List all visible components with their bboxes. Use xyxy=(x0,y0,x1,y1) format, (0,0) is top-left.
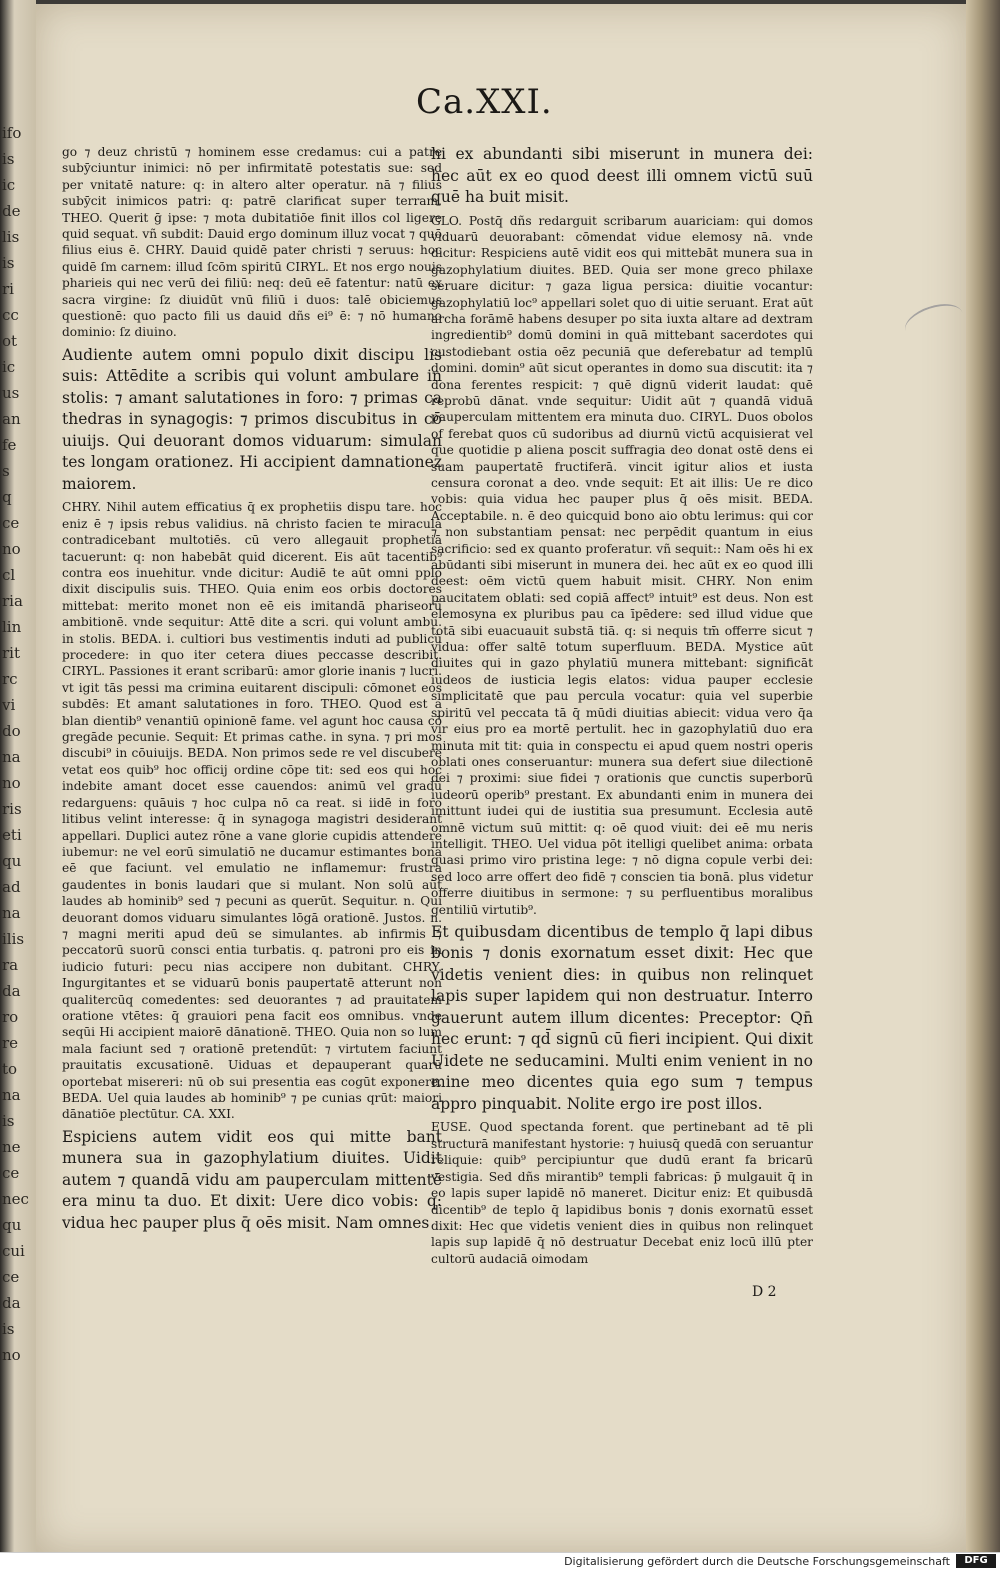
book-page xyxy=(36,4,966,1552)
right-text-column xyxy=(431,144,813,1271)
book-right-edge xyxy=(966,0,1000,1552)
left-edge-fragment: qu xyxy=(2,852,22,870)
left-edge-fragment: no xyxy=(2,774,21,792)
left-edge-fragment: ce xyxy=(2,1268,20,1286)
dfg-logo: DFG xyxy=(956,1554,996,1568)
left-edge-fragment: fe xyxy=(2,436,17,454)
left-edge-fragment: do xyxy=(2,722,21,740)
left-edge-fragment: ria xyxy=(2,592,23,610)
footer-bar xyxy=(0,1552,1000,1570)
left-edge-fragment: to xyxy=(2,1060,18,1078)
left-edge-fragment: re xyxy=(2,1034,19,1052)
left-edge-fragment: eti xyxy=(2,826,22,844)
left-edge-fragment: q xyxy=(2,488,12,506)
left-edge-fragment: ris xyxy=(2,800,22,818)
left-edge-fragment: ri xyxy=(2,280,14,298)
scripture-paragraph: Et quibusdam dicentibus de templo q̄ lapi dibus bonis ⁊ donis exornatum esset dixit: Hec que videtis venient dies: in quibus non relinquet lapis super lapidem qui non destruatur. Interro gauerunt autem illum dicentes: Preceptor: Qn̄ hec erunt: ⁊ qd̄ signū cū fieri incipient. Qui dixit Uidete ne seducamini. Multi enim venient in no mine meo dicentes quia ego sum ⁊ tempus appro pinquabit. Nolite ergo ire post illos. xyxy=(431,922,813,1113)
left-edge-fragment: ad xyxy=(2,878,21,896)
left-page-edge xyxy=(0,0,36,1552)
left-edge-fragment: ce xyxy=(2,514,20,532)
left-edge-fragment: da xyxy=(2,982,21,1000)
left-edge-fragment: ce xyxy=(2,1164,20,1182)
left-edge-fragment: nec xyxy=(2,1190,29,1208)
left-edge-fragment: us xyxy=(2,384,20,402)
left-edge-fragment: no xyxy=(2,540,21,558)
left-edge-fragment: lis xyxy=(2,228,20,246)
left-edge-fragment: ot xyxy=(2,332,18,350)
left-edge-fragment: na xyxy=(2,748,21,766)
commentary-paragraph: go ⁊ deuz christū ⁊ hominem esse credamus: cui a patre subȳciuntur inimici: nō per infirmitatē potestatis sue: sed per vnitatē nature: q: in altero alter operatur. nā ⁊ filius subȳcit inimicos patri: q: patrē clarificat super terram. THEO. Querit ḡ ipse: ⁊ mota dubitatiōe finit illos col ligere quid sequat. vñ subdit: Dauid ergo dominum illuz vocat ⁊ quō filius eius ē. CHRY. Dauid quidē pater christi ⁊ seruus: hoc quidē ſm carnem: illud ſcōm spiritū CIRYL. Et nos ergo nouis pharieis qui nec verū dei filiū: neq: deū eē fatentur: natū ex sacra virgine: ſz diuidūt vnū filiū i duos: talē obiciemus questionē: quo pacto fili us dauid dñs ei⁹ ē: ⁊ nō humano dominio: ſz diuino. xyxy=(62,145,442,340)
left-edge-fragment: is xyxy=(2,254,15,272)
left-edge-fragment: qu xyxy=(2,1216,22,1234)
commentary-paragraph: CHRY. Nihil autem efficatius q̄ ex prophetiis dispu tare. hoc eniz ē ⁊ ipsis rebus validius. nā christo facien te miracula contradicebant multotiēs. cū vero allegauit prophetiā tacuerunt: q: non habebāt quid dicerent. Eis aūt tacentib⁹ contra eos inuehitur. vnde dicitur: Audiē te aūt omni pplō dixit discipulis suis. THEO. Quia enim eos orbis doctores mittebat: merito monet non eē eis imitandā phariseorū ambitionē. vnde sequitur: Attē dite a scri. qui volunt ambu. in stolis. BEDA. i. cultiori bus vestimentis induti ad publicū procedere: in quo iter cetera diues peccasse describit. CIRYL. Passiones it erant scribarū: amor glorie inanis ⁊ lucri. vt igit tās pessi ma crimina euitarent discipuli: cōmonet eos subdēs: Et amant salutationes in foro. THEO. Quod est a blan dientib⁹ venantiū opinionē fame. vel agunt hoc causa cō gregāde pecunie. Sequit: Et primas cathe. in syna. ⁊ pri mos discubi⁹ in cōuiuijs. BEDA. Non primos sede re vel discubere vetat eos quib⁹ hoc officij ordine cōpe tit: sed eos qui hoc indebite amant docet esse cauendos: animū vel gradū redarguens: quāuis ⁊ hoc culpa nō ca reat. si iidē in foro litibus velint interesse: q̄ in synagoga magistri desiderant appellari. Duplici autez rōne a vane glorie cupidis attendere iubemur: ne vel eorū simulatiō ne ducamur estimantes bona eē que faciunt. vel emulatio ne inflamemur: frustra gaudentes in bonis laudari que si mulant. Non solū aūt laudes ab hominib⁹ sed ⁊ pecuni as querūt. Sequitur. n. Qui deuorant domos viduaru simulantes lōgā orationē. Justos. n. ⁊ magni meriti apud deū se simulantes. ab infirmis ⁊ peccatorū suorū consci entia turbatis. q. patroni pro eis in iudicio futuri: pecu nias accipere non dubitant. CHRY. Ingurgitantes et se viduarū bonis paupertatē atterunt non qualitercūq comedentes: sed deuorantes ⁊ ad prauitatem oratione vtētes: q̄ grauiori pena facit eos omnibus. vnde seqūi Hi accipient maiorē dānationē. THEO. Quia non so lum mala faciunt sed ⁊ orationē pretendūt: ⁊ virtutem faciunt prauitatis excusationē. Uiduas et depauperant quarū oportebat misereri: nū ob sui presentia eas cogūt exponere. BEDA. Uel quia laudes ab hominib⁹ ⁊ pe cunias qrūt: maiori dānatiōe plectūtur. CA. XXI. xyxy=(62,500,442,1122)
left-edge-fragment: no xyxy=(2,1346,21,1364)
scripture-paragraph: Espiciens autem vidit eos qui mitte bant munera sua in gazophylatium diuites. Uidit autem ⁊ quandā vidu am pauperculam mittentē era minu ta duo. Et dixit: Uere dico vobis: q: vidua hec pauper plus q̄ oēs misit. Nam omnes xyxy=(62,1127,442,1232)
left-edge-fragment: cl xyxy=(2,566,16,584)
signature-mark: D 2 xyxy=(752,1284,777,1300)
left-edge-fragment: ra xyxy=(2,956,19,974)
left-edge-fragment: s xyxy=(2,462,10,480)
left-edge-fragment: is xyxy=(2,1112,15,1130)
left-edge-fragment: cc xyxy=(2,306,19,324)
left-edge-fragment: ic xyxy=(2,358,16,376)
left-edge-fragment: de xyxy=(2,202,21,220)
commentary-paragraph: GLO. Postq̄ dñs redarguit scribarum auariciam: qui domos viduarū deuorabant: cōmendat vidue elemosy nā. vnde dicitur: Respiciens autē vidit eos qui mittebāt munera sua in gazophylatium diuites. BED. Quia ser mone greco philaxe seruare dicitur: ⁊ gaza ligua persica: diuitie vocantur: gazophylatiū loc⁹ appellari solet quo di uitie seruant. Erat aūt archa forāmē habens desuper po sita iuxta altare ad dextram ingredientib⁹ domū domini in quā mittebant sacerdotes qui custodiebant ostia oēz pecuniā que deferebatur ad templū domini. domin⁹ aūt sicut operantes in domo sua discutit: ita ⁊ dona ferentes respicit: ⁊ quē dignū viderit laudat: quē reprobū dānat. vnde sequitur: Uidit aūt ⁊ quandā viduā pauperculam mittentem era minuta duo. CIRYL. Duos obolos of ferebat quos cū sudoribus ad diurnū victū acquisierat vel que quotidie p aliena poscit suffragia deo donat ostē dens ei suam paupertatē fructiferā. vincit igitur alios et iusta censura coronat a deo. vnde sequit: Et ait illis: Ue re dico vobis: quia vidua hec pauper plus q̄ oēs misit. BEDA. Acceptabile. n. ē deo quicquid bono aio obtu lerimus: qui cor ⁊ non substantiam pensat: nec perpēdit quantum in eius sacrificio: sed ex quanto proferatur. vñ sequit:: Nam oēs hi ex abūdanti sibi miserunt in munera dei. hec aūt ex eo quod illi deest: oēm victū quem habuit misit. CHRY. Non enim paucitatem oblati: sed copiā affect⁹ intuit⁹ est deus. Non est elemosyna ex pluribus pau ca īpēdere: sed illud vidue que totā sibi euacuauit substā tiā. q: si nequis tm̄ offerre sicut ⁊ vidua: offer saltē totum superfluum. BEDA. Mystice aūt diuites qui in gazo phylatiū munera mittebant: significāt iudeos de iusticia legis elatos: vidua pauper ecclesie simplicitatē que pau percula vocatur: quia vel superbie spiritū vel peccata tā q̄ mūdi diuitias abiecit: vidua vero q̄a vir eius pro ea mortē pertulit. hec in gazophylatiū duo era minuta mit tit: quia in conspectu ei apud quem nostri operis oblati ones conseruantur: munera sua defert siue dilectionē dei ⁊ proximi: siue fidei ⁊ orationis que cunctis superborū iudeorū operib⁹ prestant. Ex abundanti enim in munera dei imittunt iudei qui de iustitia sua presumunt. Ecclesia autē omnē victum suū mittit: q: oē quod viuit: dei eē mu neris intelligit. THEO. Uel vidua pōt itelligi quelibet anima: orbata quasi primo viro pristina lege: ⁊ nō digna copule verbi dei: sed loco arre offert deo fidē ⁊ conscien tia bonā. plus videtur offerre diuitibus in sermone: ⁊ su perfluentibus moralibus gentiliū virtutib⁹. xyxy=(431,213,813,917)
left-edge-fragment: ilis xyxy=(2,930,25,948)
left-edge-fragment: is xyxy=(2,1320,15,1338)
left-edge-fragment: vi xyxy=(2,696,16,714)
left-edge-fragment: cui xyxy=(2,1242,25,1260)
left-edge-fragment: lin xyxy=(2,618,22,636)
left-page-fragment-text xyxy=(2,120,32,1420)
left-edge-fragment: ifo xyxy=(2,124,22,142)
left-edge-fragment: is xyxy=(2,150,15,168)
left-edge-fragment: rc xyxy=(2,670,18,688)
left-edge-fragment: na xyxy=(2,1086,21,1104)
left-edge-fragment: an xyxy=(2,410,21,428)
scripture-paragraph: hi ex abundanti sibi miserunt in munera dei: hec aūt ex eo quod deest illi omnem victū suū quē ha buit misit. xyxy=(431,145,813,206)
left-edge-fragment: ne xyxy=(2,1138,21,1156)
left-edge-fragment: na xyxy=(2,904,21,922)
left-text-column xyxy=(62,144,442,1238)
left-edge-fragment: da xyxy=(2,1294,21,1312)
ink-stain-mark xyxy=(901,298,968,347)
footer-credit: Digitalisierung gefördert durch die Deutsche Forschungsgemeinschaft xyxy=(564,1555,950,1568)
left-edge-fragment: ic xyxy=(2,176,16,194)
scripture-paragraph: Audiente autem omni populo dixit discipu lis suis: Attēdite a scribis qui volunt ambulare in stolis: ⁊ amant salutationes in foro: ⁊ primas ca thedras in synagogis: ⁊ primos discubitus in cō uiuijs. Qui deuorant domos viduarum: simulan tes longam orationez. Hi accipient damnationez maiorem. xyxy=(62,345,442,493)
left-edge-fragment: ro xyxy=(2,1008,19,1026)
running-head: Ca.XXI. xyxy=(416,82,553,122)
left-edge-fragment: rit xyxy=(2,644,20,662)
commentary-paragraph: EUSE. Quod spectanda forent. que pertinebant ad tē pli structurā manifestant hystorie: ⁊ huiusq̄ quedā con seruantur reliquie: quib⁹ percipiuntur que dudū erant fa bricarū vestigia. Sed dñs mirantib⁹ templi fabricas: p̄ mulgauit q̄ in eo lapis super lapidē nō maneret. Dicitur eniz: Et quibusdā dicentib⁹ de teplo q̄ lapidibus bonis ⁊ donis exornatū esset dixit: Hec que videtis venient dies in quibus non relinquet lapis sup lapidē q̄ nō destruatur Decebat eniz locū illū pter cultorū audaciā oimodam xyxy=(431,1120,813,1266)
